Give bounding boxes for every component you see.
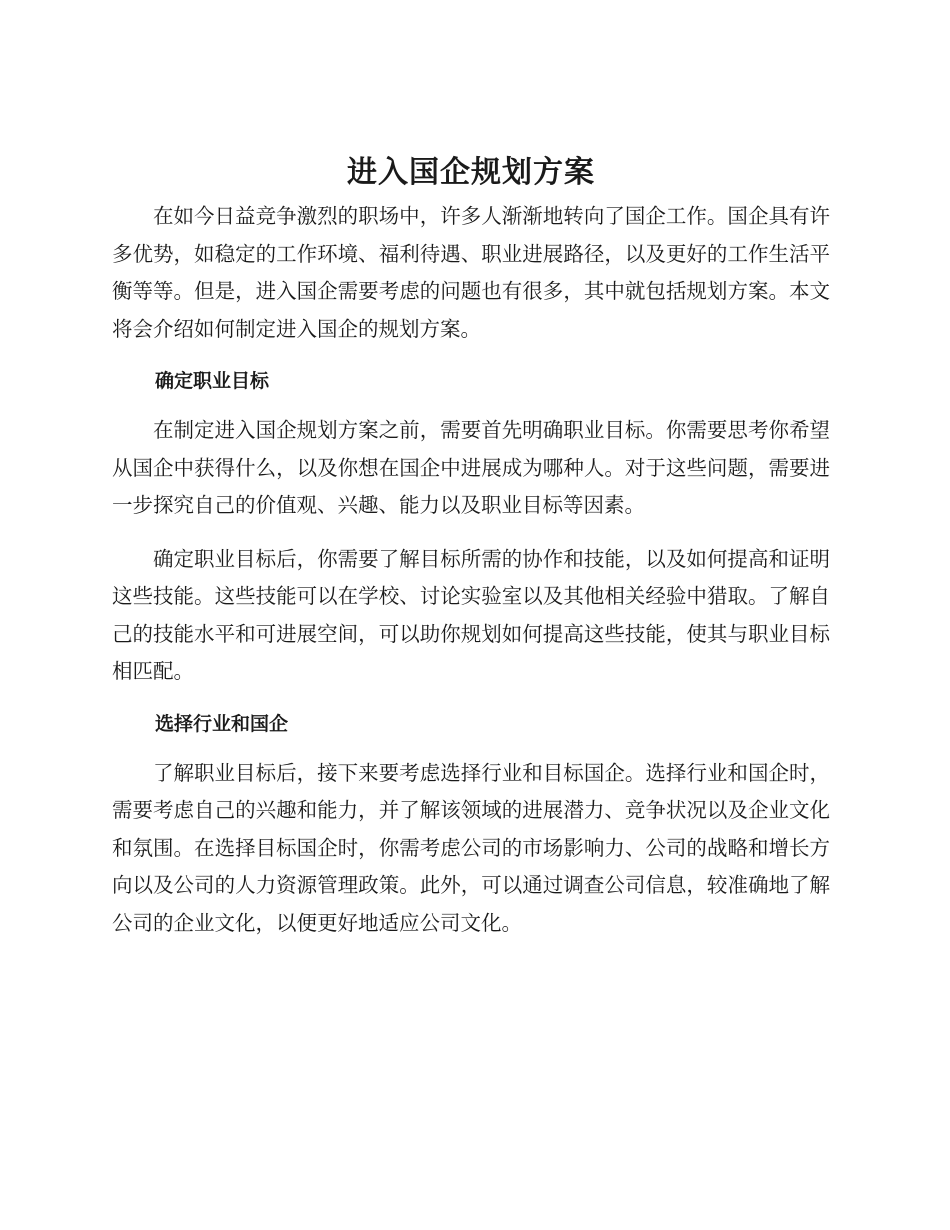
intro-paragraph: 在如今日益竞争激烈的职场中，许多人渐渐地转向了国企工作。国企具有许多优势，如稳定的工作环境、福利待遇、职业进展路径，以及更好的工作生活平衡等等。但是，进入国企需要考虑的问题也有很多，其中就包括规划方案。本文将会介绍如何制定进入国企的规划方案。 — [112, 204, 830, 341]
section-heading-choose-industry: 选择行业和国企 — [155, 712, 289, 735]
paragraph-career-goals-1: 在制定进入国企规划方案之前，需要首先明确职业目标。你需要思考你希望从国企中获得什么，以及你想在国企中进展成为哪种人。对于这些问题，需要进一步探究自己的价值观、兴趣、能力以及职业目标等因素。 — [112, 418, 830, 517]
document-title: 进入国企规划方案 — [347, 155, 595, 190]
paragraph-career-goals-2: 确定职业目标后，你需要了解目标所需的协作和技能，以及如何提高和证明这些技能。这些技能可以在学校、讨论实验室以及其他相关经验中猎取。了解自己的技能水平和可进展空间，可以助你规划如何提高这些技能，使其与职业目标相匹配。 — [112, 546, 830, 683]
paragraph-choose-industry-1: 了解职业目标后，接下来要考虑选择行业和目标国企。选择行业和国企时，需要考虑自己的兴趣和能力，并了解该领域的进展潜力、竞争状况以及企业文化和氛围。在选择目标国企时，你需考虑公司的市场影响力、公司的战略和增长方向以及公司的人力资源管理政策。此外，可以通过调查公司信息，较准确地了解公司的企业文化，以便更好地适应公司文化。 — [112, 760, 830, 935]
section-heading-career-goals: 确定职业目标 — [155, 370, 270, 392]
document-page — [112, 148, 830, 942]
